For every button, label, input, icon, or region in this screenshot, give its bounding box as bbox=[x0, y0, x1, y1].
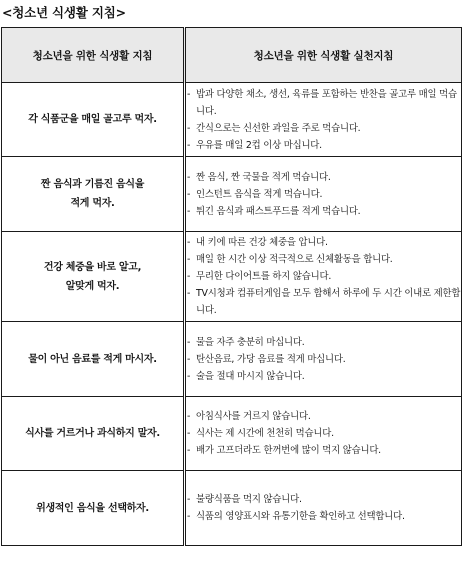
table-row bbox=[2, 83, 462, 157]
table-row bbox=[2, 397, 462, 471]
practice-item: - 식품의 영양표시와 유통기한을 확인하고 선택합니다. bbox=[186, 508, 461, 525]
dietary-guidelines-table bbox=[1, 27, 462, 546]
practice-item: - 술을 절대 마시지 않습니다. bbox=[186, 368, 461, 385]
column-header-guideline: 청소년을 위한 식생활 지침 bbox=[2, 28, 185, 83]
practice-item: - TV시청과 컴퓨터게임을 모두 합해서 하루에 두 시간 이내로 제한합니다. bbox=[186, 285, 461, 319]
practice-item: - 무리한 다이어트를 하지 않습니다. bbox=[186, 268, 461, 285]
guideline-text: 알맞게 먹자. bbox=[65, 280, 120, 292]
practice-item: - 식사는 제 시간에 천천히 먹습니다. bbox=[186, 425, 461, 442]
practice-cell bbox=[185, 471, 462, 546]
practice-cell bbox=[185, 83, 462, 157]
practice-item: - 매일 한 시간 이상 적극적으로 신체활동을 합니다. bbox=[186, 251, 461, 268]
guideline-cell bbox=[2, 157, 185, 232]
table-body bbox=[2, 83, 462, 546]
guideline-text: 건강 체중을 바로 알고, bbox=[43, 261, 142, 273]
guideline-text: 물이 아닌 음료를 적게 마시자. bbox=[28, 353, 157, 365]
guideline-cell bbox=[2, 322, 185, 397]
practice-item: - 내 키에 따른 건강 체중을 압니다. bbox=[186, 234, 461, 251]
guideline-cell bbox=[2, 83, 185, 157]
guideline-cell bbox=[2, 397, 185, 471]
practice-cell bbox=[185, 232, 462, 322]
practice-list bbox=[186, 491, 461, 525]
practice-item: - 짠 음식, 짠 국물을 적게 먹습니다. bbox=[186, 169, 461, 186]
guideline-text: 위생적인 음식을 선택하자. bbox=[36, 502, 149, 514]
practice-item: - 우유를 매일 2컵 이상 마십니다. bbox=[186, 137, 461, 154]
guideline-text: 짠 음식과 기름진 음식을 bbox=[40, 179, 145, 190]
guideline-cell bbox=[2, 232, 185, 322]
practice-list bbox=[186, 334, 461, 385]
guideline-text: 각 식품군을 매일 골고루 먹자. bbox=[28, 114, 157, 125]
practice-list bbox=[186, 86, 461, 154]
table-row bbox=[2, 322, 462, 397]
practice-item: - 물을 자주 충분히 마십니다. bbox=[186, 334, 461, 351]
guideline-text: 적게 먹자. bbox=[70, 198, 115, 209]
document-title: <청소년 식생활 지침> bbox=[2, 5, 126, 20]
practice-list bbox=[186, 408, 461, 459]
table-header-row bbox=[2, 28, 462, 83]
column-header-practice: 청소년을 위한 식생활 실천지침 bbox=[185, 28, 462, 83]
practice-item: - 튀긴 음식과 패스트푸드를 적게 먹습니다. bbox=[186, 203, 461, 220]
practice-item: - 불량식품을 먹지 않습니다. bbox=[186, 491, 461, 508]
practice-item: - 배가 고프더라도 한꺼번에 많이 먹지 않습니다. bbox=[186, 442, 461, 459]
practice-item: - 간식으로는 신선한 과일을 주로 먹습니다. bbox=[186, 120, 461, 137]
table-row bbox=[2, 471, 462, 546]
practice-list bbox=[186, 234, 461, 319]
practice-list bbox=[186, 169, 461, 220]
practice-cell bbox=[185, 322, 462, 397]
practice-item: - 아침식사를 거르지 않습니다. bbox=[186, 408, 461, 425]
practice-cell bbox=[185, 397, 462, 471]
table-row bbox=[2, 232, 462, 322]
practice-cell bbox=[185, 157, 462, 232]
table-row bbox=[2, 157, 462, 232]
guideline-cell bbox=[2, 471, 185, 546]
practice-item: - 인스턴트 음식을 적게 먹습니다. bbox=[186, 186, 461, 203]
practice-item: - 탄산음료, 가당 음료를 적게 마십니다. bbox=[186, 351, 461, 368]
practice-item: - 밥과 다양한 채소, 생선, 육류를 포함하는 반찬을 골고루 매일 먹습니다. bbox=[186, 86, 461, 120]
guideline-text: 식사를 거르거나 과식하지 말자. bbox=[25, 428, 160, 439]
